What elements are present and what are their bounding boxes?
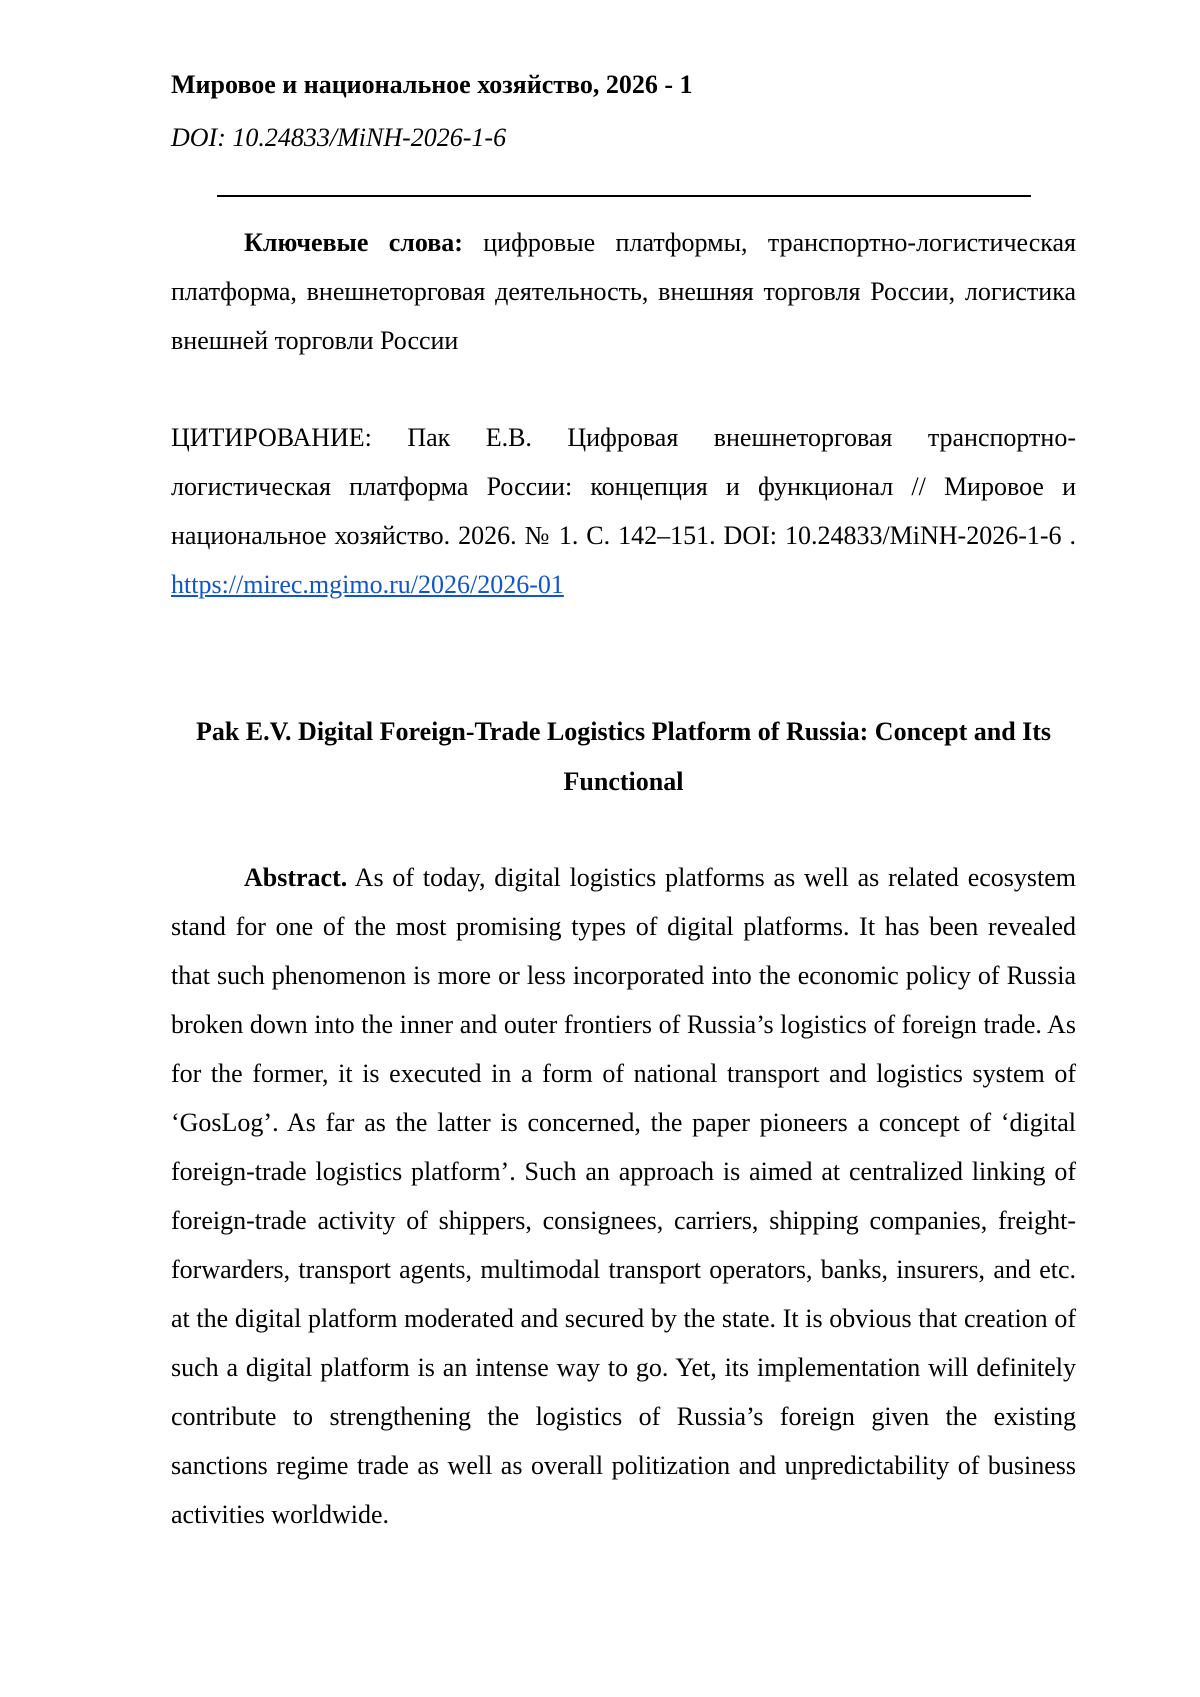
abstract-paragraph — [171, 853, 1076, 1539]
keywords-paragraph — [171, 218, 1076, 365]
citation-link[interactable]: https://mirec.mgimo.ru/2026/2026-01 — [171, 570, 564, 599]
journal-header: Мировое и национальное хозяйство, 2026 - 1 — [171, 70, 693, 99]
doi-line: DOI: 10.24833/MiNH-2026-1-6 — [171, 123, 507, 152]
english-title: Pak E.V. Digital Foreign-Trade Logistics Platform of Russia: Concept and Its Functional — [195, 717, 1052, 796]
header-divider — [217, 195, 1031, 197]
keywords-text: цифровые платформы, транспортно-логистическая платформа, внешнеторговая деятельность, внешняя торговля России, логистика внешней торговли России — [171, 228, 1076, 355]
citation-text: ЦИТИРОВАНИЕ: Пак Е.В. Цифровая внешнеторговая транспортно-логистическая платформа России: концепция и функционал // Мировое и национальное хозяйство. 2026. № 1. С. 142–151. DOI: 10.24833/MiNH-2026-1-6 . — [171, 423, 1076, 550]
citation-paragraph — [171, 413, 1076, 609]
abstract-text: As of today, digital logistics platforms as well as related ecosystem stand for one of the most promising types of digital platforms. It has been revealed that such phenomenon is more or less incorporated into the economic policy of Russia broken down into the inner and outer frontiers of Russia’s logistics of foreign trade. As for the former, it is executed in a form of national transport and logistics system of ‘GosLog’. As far as the latter is concerned, the paper pioneers a concept of ‘digital foreign-trade logistics platform’. Such an approach is aimed at centralized linking of foreign-trade activity of shippers, consignees, carriers, shipping companies, freight-forwarders, transport agents, multimodal transport operators, banks, insurers, and etc. at the digital platform moderated and secured by the state. It is obvious that creation of such a digital platform is an intense way to go. Yet, its implementation will definitely contribute to strengthening the logistics of Russia’s foreign given the existing sanctions regime trade as well as overall politization and unpredictability of business activities worldwide. — [171, 863, 1076, 1529]
keywords-label: Ключевые слова: — [244, 228, 463, 257]
abstract-label: Abstract. — [244, 863, 348, 892]
